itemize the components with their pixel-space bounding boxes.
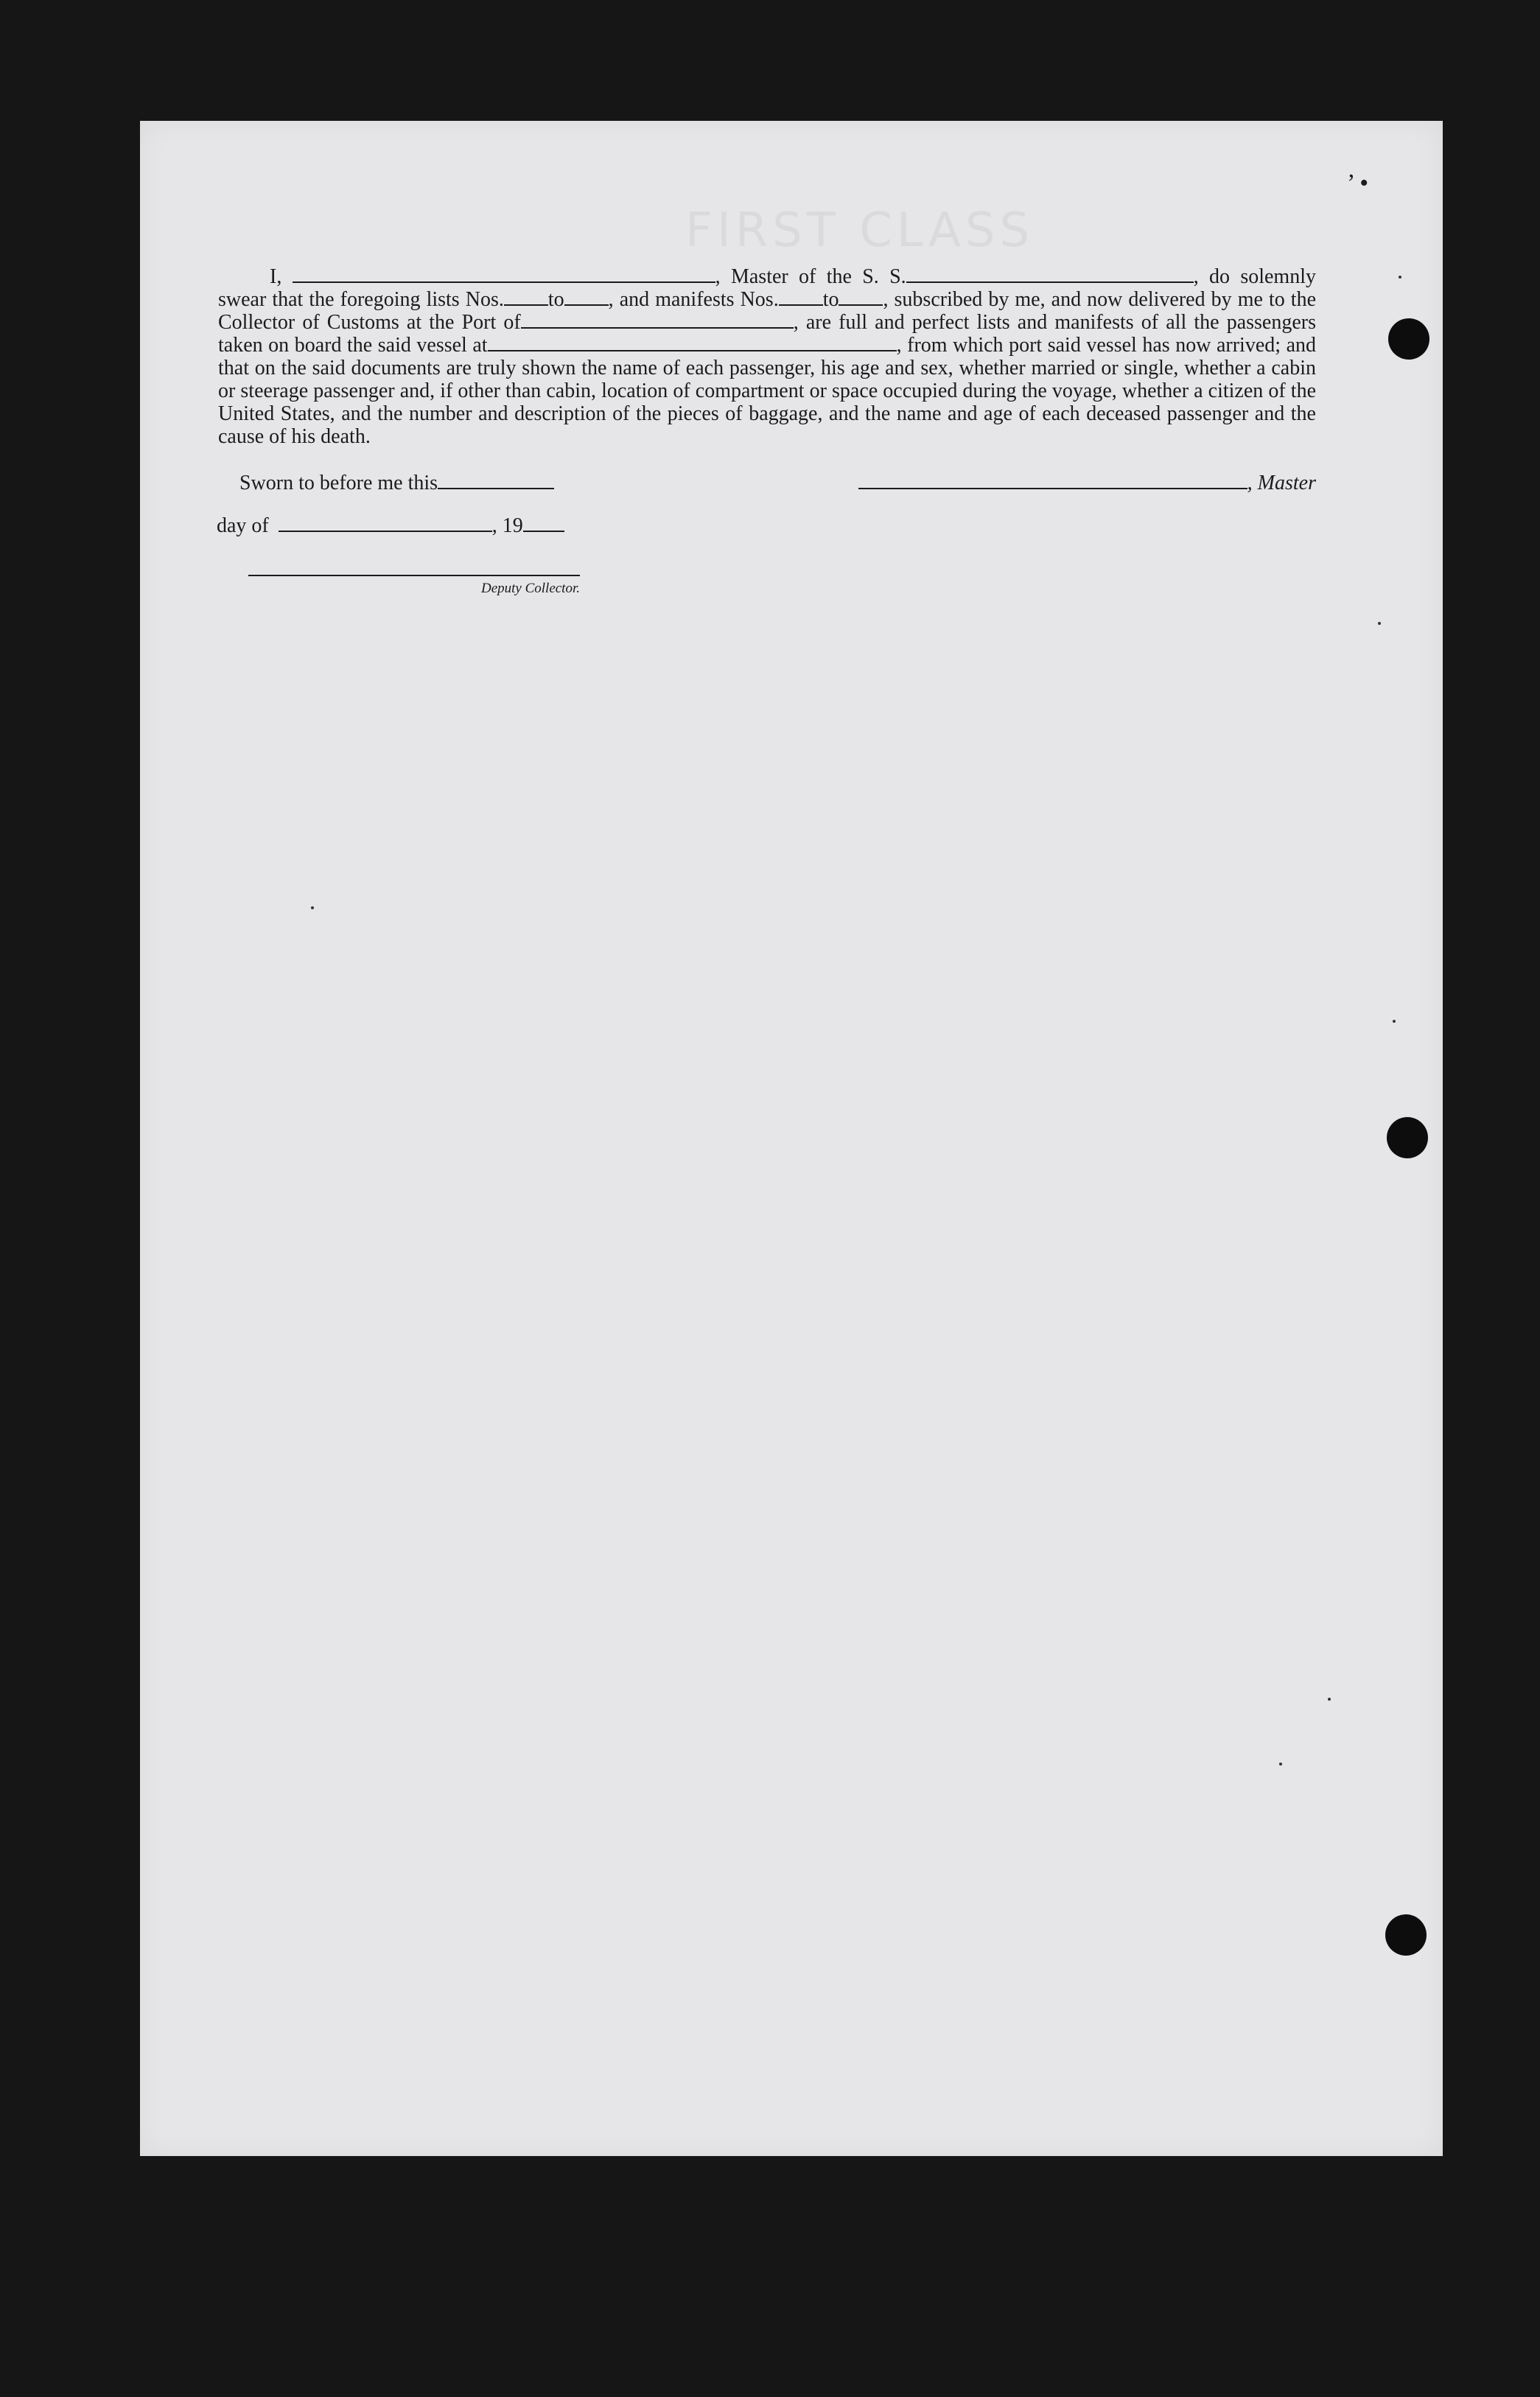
sworn-label: Sworn to before me this	[239, 472, 438, 494]
master-signature	[858, 472, 1316, 495]
oath-do-solemnly: , do solemnly	[1193, 265, 1316, 288]
corner-handwritten-mark: ’ •	[1347, 169, 1369, 197]
speck	[1399, 276, 1401, 279]
speck	[311, 906, 314, 909]
oath-to-1: to	[547, 288, 564, 311]
manifests-from-blank	[779, 288, 823, 306]
speck	[1279, 1763, 1282, 1766]
signature-row	[239, 472, 1316, 501]
document-sheet	[140, 121, 1443, 2156]
oath-to-2: to	[822, 288, 839, 311]
speck	[1393, 1020, 1396, 1023]
speck	[1328, 1698, 1331, 1701]
master-signature-blank	[858, 472, 1247, 489]
punch-hole-top	[1388, 318, 1429, 360]
punch-hole-middle	[1387, 1117, 1428, 1158]
day-of-label: day of	[217, 514, 269, 537]
oath-are-full: , are full and perfect lists and manifests of all the passengers taken on board the said vessel at	[218, 311, 1316, 357]
sworn-day-blank	[438, 472, 554, 489]
deputy-collector-label: Deputy Collector.	[480, 581, 580, 596]
year-prefix: , 19	[491, 514, 523, 537]
manifests-to-blank	[839, 288, 883, 306]
departure-port-blank	[488, 334, 897, 351]
speck	[1378, 622, 1381, 625]
sworn-line	[239, 472, 554, 495]
lists-to-blank	[564, 288, 609, 306]
oath-subscribed: , subscribed by me, and now delivered by me to the Collector of Customs at the Port of	[218, 288, 1317, 334]
master-label: , Master	[1247, 472, 1316, 494]
torn-edge	[1443, 968, 1453, 1248]
deputy-signature-line	[248, 575, 580, 576]
oath-paragraph	[218, 265, 1316, 448]
master-name-blank	[293, 265, 715, 283]
date-line	[217, 514, 564, 538]
oath-swear-lists: swear that the foregoing lists Nos.	[218, 288, 504, 311]
oath-master-of-ss: , Master of the S. S.	[715, 265, 906, 288]
punch-hole-bottom	[1385, 1914, 1427, 1956]
year-blank	[523, 514, 564, 532]
oath-and-manifests: , and manifests Nos.	[608, 288, 779, 311]
bleed-through-heading: FIRST CLASS	[685, 203, 1035, 258]
oath-from-which: , from which port said vessel has now arrived; and that on the said documents are truly shown the name of each passenger, his age and sex, whether married or single, whether a cabin or steerage passenger and, if other than cabin, location of compartment or space occupied during the voyage, whether a citizen of the United States, and the number and description of the pieces of baggage, and the name and age of each deceased passenger and the cause of his death.	[218, 334, 1316, 448]
lists-from-blank	[504, 288, 548, 306]
ship-name-blank	[906, 265, 1194, 283]
month-blank	[279, 514, 492, 532]
oath-i: I,	[270, 265, 282, 288]
port-blank	[521, 311, 794, 329]
